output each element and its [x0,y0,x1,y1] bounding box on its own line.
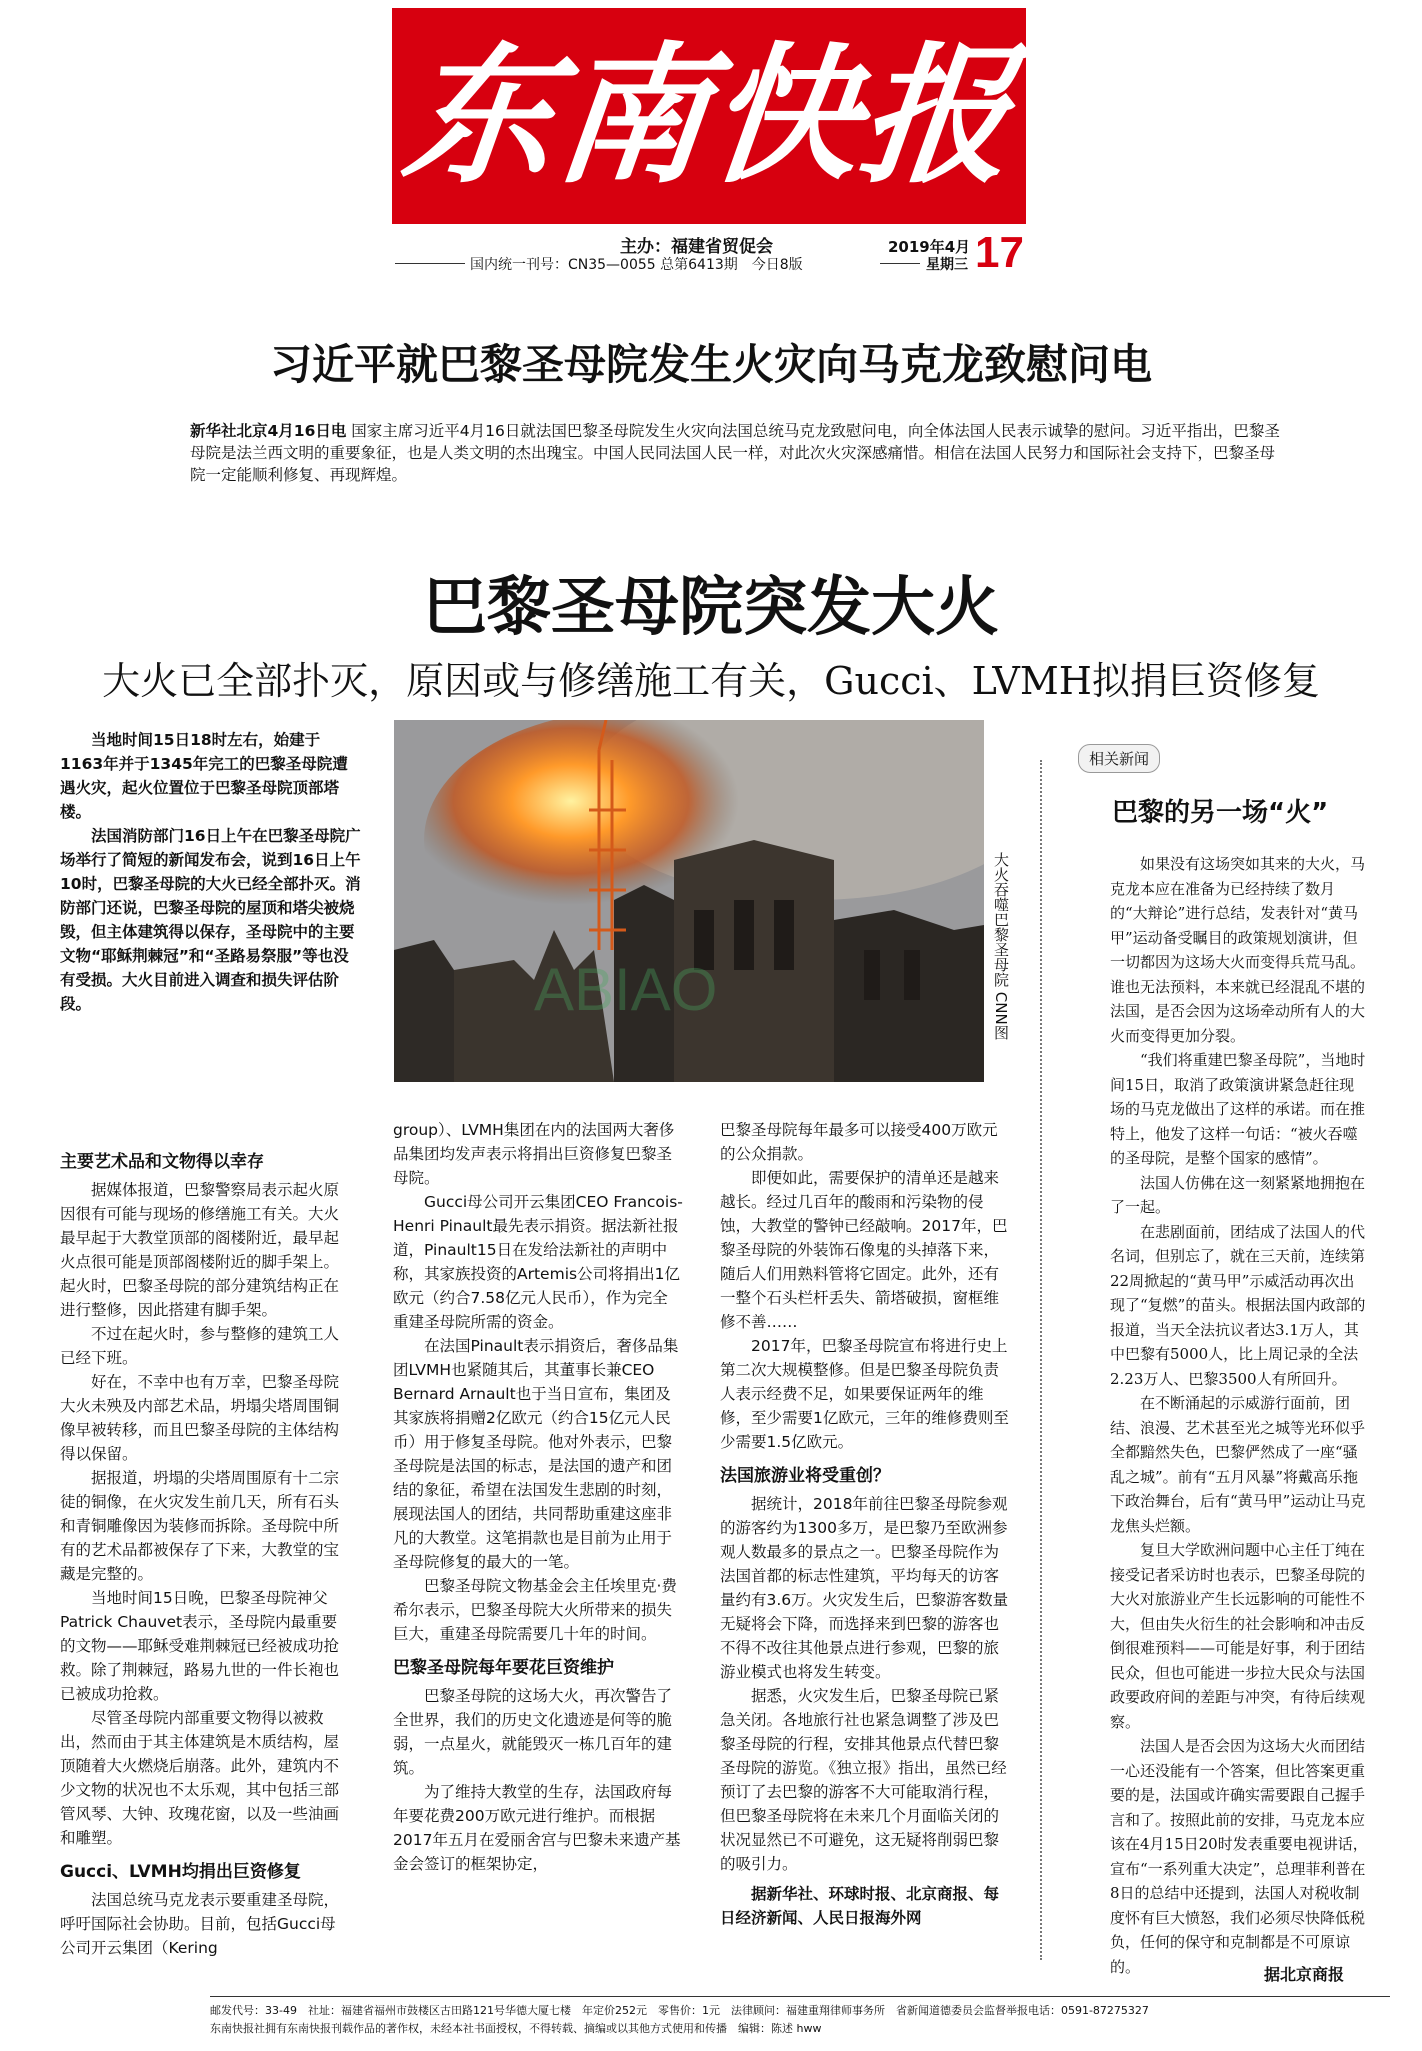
intro-paragraph: 法国消防部门16日上午在巴黎圣母院广场举行了简短的新闻发布会，说到16日上午10时，巴黎圣母院的大火已经全部扑灭。消防部门还说，巴黎圣母院的屋顶和塔尖被烧毁，但主体建筑得以保存，圣母院中的主要文物“耶稣荆棘冠”和“圣路易祭服”等也没有受损。大火目前进入调查和损失评估阶段。 [60,827,361,1013]
masthead-title: 东南快报 [395,28,1023,204]
footer-copyright: 东南快报社拥有东南快报刊载作品的著作权，未经本社书面授权，不得转载、摘编或以其他方式使用和传播 编辑：陈述 hww [210,2022,822,2035]
fire-photo [394,720,984,1082]
article-source: 据新华社、环球时报、北京商报、每日经济新闻、人民日报海外网 [720,1885,1000,1927]
cathedral-fire-image [394,720,984,1082]
paragraph: 据统计，2018年前往巴黎圣母院参观的游客约为1300多万，是巴黎乃至欧洲参观人数最多的景点之一。巴黎圣母院作为法国首都的标志性建筑，平均每天的访客量约有3.6万。火灾发生后，巴黎游客数量无疑将会下降，而选择来到巴黎的游客也不得不改往其他景点进行参观，巴黎的旅游业模式也将发生转变。 [720,1495,1009,1681]
paragraph: 在法国Pinault表示捐资后，奢侈品集团LVMH也紧随其后，其董事长兼CEO Bernard Arnault也于当日宣布，集团及其家族将捐赠2亿欧元（约合15亿元人民币）用于修复圣母院。他对外表示，巴黎圣母院是法国的标志，是法国的遗产和团结的象征，希望在法国发生悲剧的时刻，展现法国人的团结，共同帮助重建这座非凡的大教堂。这笔捐款也是目前为止用于圣母院修复的最大的一笔。 [393,1337,679,1571]
masthead-logo [392,8,1026,224]
related-news-title: 巴黎的另一场“火” [1112,798,1329,828]
section-heading: Gucci、LVMH均捐出巨资修复 [60,1862,301,1882]
section-heading: 法国旅游业将受重创？ [720,1466,890,1486]
paragraph: 巴黎圣母院文物基金会主任埃里克·费希尔表示，巴黎圣母院大火所带来的损失巨大，重建圣母院需要几十年的时间。 [393,1577,677,1643]
paragraph: Gucci母公司开云集团CEO Francois-Henri Pinault最先表示捐资。据法新社报道，Pinault15日在发给法新社的声明中称，其家族投资的Artemis公司将捐出1亿欧元（约合7.58亿元人民币），作为完全重建圣母院所需的资金。 [393,1193,683,1331]
divider [880,263,920,264]
paragraph: 为了维持大教堂的生存，法国政府每年要花费200万欧元进行维护。而根据2017年五月在爱丽舍宫与巴黎未来遗产基金会签订的框架协定， [393,1783,681,1873]
paragraph: 巴黎圣母院的这场大火，再次警告了全世界，我们的历史文化遗迹是何等的脆弱，一点星火，就能毁灭一栋几百年的建筑。 [393,1687,673,1777]
paragraph: 2017年，巴黎圣母院宣布将进行史上第二次大规模整修。但是巴黎圣母院负责人表示经费不足，如果要保证两年的维修，至少需要1亿欧元，三年的维修费则至少需要1.5亿欧元。 [720,1337,1009,1451]
footer-info: 邮发代号：33-49 社址：福建省福州市鼓楼区古田路121号华德大厦七楼 年定价252元 零售价：1元 法律顾问：福建重翔律师事务所 省新闻道德委员会监督举报电话：0591-87275327 [210,2004,1149,2017]
paragraph: “我们将重建巴黎圣母院”，当地时间15日，取消了政策演讲紧急赶往现场的马克龙做出了这样的承诺。而在推特上，他发了这样一句话：“被火吞噬的圣母院，是整个国家的感情”。 [1110,1051,1366,1167]
top-story-headline: 习近平就巴黎圣母院发生火灾向马克龙致慰问电 [269,340,1152,389]
paragraph: 即便如此，需要保护的清单还是越来越长。经过几百年的酸雨和污染物的侵蚀，大教堂的警钟已经敲响。2017年，巴黎圣母院的外装饰石像鬼的头掉落下来，随后人们用熟料管将它固定。此外，还有一整个石头栏杆丢失、箭塔破损，窗框维修不善…… [720,1169,1008,1331]
paragraph: 法国人仿佛在这一刻紧紧地拥抱在了一起。 [1110,1173,1366,1216]
top-story-dateline: 新华社北京4月16日电 [190,422,347,440]
photo-watermark: ABIAO [534,956,718,1023]
sponsor-line: 主办：福建省贸促会 [620,237,773,257]
paragraph: 据媒体报道，巴黎警察局表示起火原因很有可能与现场的修缮施工有关。大火最早起于大教堂顶部的阁楼附近，最早起火点很可能是顶部阁楼附近的脚手架上。起火时，巴黎圣母院的部分建筑结构正在进行整修，因此搭建有脚手架。 [60,1181,340,1319]
paragraph: group）、LVMH集团在内的法国两大奢侈品集团均发声表示将捐出巨资修复巴黎圣母院。 [393,1121,675,1187]
paragraph: 不过在起火时，参与整修的建筑工人已经下班。 [60,1325,340,1367]
related-news-body [1110,852,1368,1979]
paragraph: 法国人是否会因为这场大火而团结一心还没能有一个答案，但比答案更重要的是，法国或许确实需要跟自己握手言和了。按照此前的安排，马克龙本应该在4月15日20时发表重要电视讲话，宣布“一系列重大决定”，总理菲利普在8日的总结中还提到，法国人对税收制度怀有巨大愤怒，我们必须尽快降低税负，任何的保守和克制都是不可原谅的。 [1110,1737,1368,1976]
column-divider [1040,760,1042,1960]
publication-info: 国内统一刊号：CN35—0055 总第6413期 今日8版 [470,257,803,273]
issue-date: 2019年4月 [888,238,971,256]
divider [395,263,465,264]
intro-paragraph: 当地时间15日18时左右，始建于1163年并于1345年完工的巴黎圣母院遭遇火灾，起火位置位于巴黎圣母院顶部塔楼。 [60,731,348,821]
divider [210,1996,1390,1997]
paragraph: 据悉，火灾发生后，巴黎圣母院已紧急关闭。各地旅行社也紧急调整了涉及巴黎圣母院的行程，安排其他景点代替巴黎圣母院的游览。《独立报》指出，虽然已经预订了去巴黎的游客不大可能取消行程，但巴黎圣母院将在未来几个月面临关闭的状况显然已不可避免，这无疑将削弱巴黎的吸引力。 [720,1687,1007,1873]
paragraph: 复旦大学欧洲问题中心主任丁纯在接受记者采访时也表示，巴黎圣母院的大火对旅游业产生长远影响的可能性不大，但由失火衍生的社会影响和冲击反倒很难预料——可能是好事，利于团结民众，但也可能进一步拉大民众与法国政要政府间的差距与冲突，有待后续观察。 [1110,1541,1366,1731]
related-news-source: 据北京商报 [1264,1965,1345,1984]
issue-weekday: 星期三 [926,257,968,273]
paragraph: 好在，不幸中也有万幸，巴黎圣母院大火未殃及内部艺术品，坍塌尖塔周围铜像早被转移，而且巴黎圣母院的主体结构得以保留。 [60,1373,340,1463]
paragraph: 巴黎圣母院每年最多可以接受400万欧元的公众捐款。 [720,1121,998,1163]
paragraph: 据报道，坍塌的尖塔周围原有十二宗徒的铜像，在火灾发生前几天，所有石头和青铜雕像因为装修而拆除。圣母院中所有的艺术品都被保存了下来，大教堂的宝藏是完整的。 [60,1469,340,1583]
top-story-body [190,420,1290,486]
main-story-subhead: 大火已全部扑灭，原因或与修缮施工有关，Gucci、LVMH拟捐巨资修复 [102,659,1320,703]
top-story-text: 国家主席习近平4月16日就法国巴黎圣母院发生火灾向法国总统马克龙致慰问电，向全体法国人民表示诚挚的慰问。习近平指出，巴黎圣母院是法兰西文明的重要象征，也是人类文明的杰出瑰宝。中国人民同法国人民一样，对此次火灾深感痛惜。相信在法国人民努力和国际社会支持下，巴黎圣母院一定能顺利修复、再现辉煌。 [190,422,1280,484]
issue-day: 17 [975,228,1024,277]
paragraph: 法国总统马克龙表示要重建圣母院，呼吁国际社会协助。目前，包括Gucci母公司开云集团（Kering [60,1891,340,1957]
photo-caption: 大火吞噬巴黎圣母院 CNN图 [992,852,1010,1040]
paragraph: 当地时间15日晚，巴黎圣母院神父Patrick Chauvet表示，圣母院内最重要的文物——耶稣受难荆棘冠已经被成功抢救。除了荆棘冠，路易九世的一件长袍也已被成功抢救。 [60,1589,340,1703]
paragraph: 如果没有这场突如其来的大火，马克龙本应在准备为已经持续了数月的“大辩论”进行总结，发表针对“黄马甲”运动备受瞩目的政策规划演讲，但一切都因为这场大火而变得兵荒马乱。谁也无法预料，本来就已经混乱不堪的法国，是否会因为这场牵动所有人的大火而变得更加分裂。 [1110,855,1366,1045]
paragraph: 在悲剧面前，团结成了法国人的代名词，但别忘了，就在三天前，连续第22周掀起的“黄马甲”示威活动再次出现了“复燃”的苗头。根据法国内政部的报道，当天全法抗议者达3.1万人，其中巴黎有5000人，比上周记录的全法2.23万人、巴黎3500人有所回升。 [1110,1222,1366,1388]
related-news-tag: 相关新闻 [1078,744,1160,773]
article-column-2 [393,1118,683,1876]
section-heading: 巴黎圣母院每年要花巨资维护 [393,1658,614,1678]
paragraph: 尽管圣母院内部重要文物得以被救出，然而由于其主体建筑是木质结构，屋顶随着大火燃烧后崩落。此外，建筑内不少文物的状况也不太乐观，其中包括三部管风琴、大钟、玫瑰花窗，以及一些油画和雕塑。 [60,1709,340,1847]
main-story-headline: 巴黎圣母院突发大火 [423,571,999,645]
article-column-1 [60,1140,350,1960]
main-story-intro [60,728,362,1016]
article-column-3 [720,1118,1010,1930]
paragraph: 在不断涌起的示威游行面前，团结、浪漫、艺术甚至光之城等光环似乎全都黯然失色，巴黎俨然成了一座“骚乱之城”。前有“五月风暴”将戴高乐拖下政治舞台，后有“黄马甲”运动让马克龙焦头烂额。 [1110,1394,1366,1535]
section-heading: 主要艺术品和文物得以幸存 [60,1152,264,1172]
